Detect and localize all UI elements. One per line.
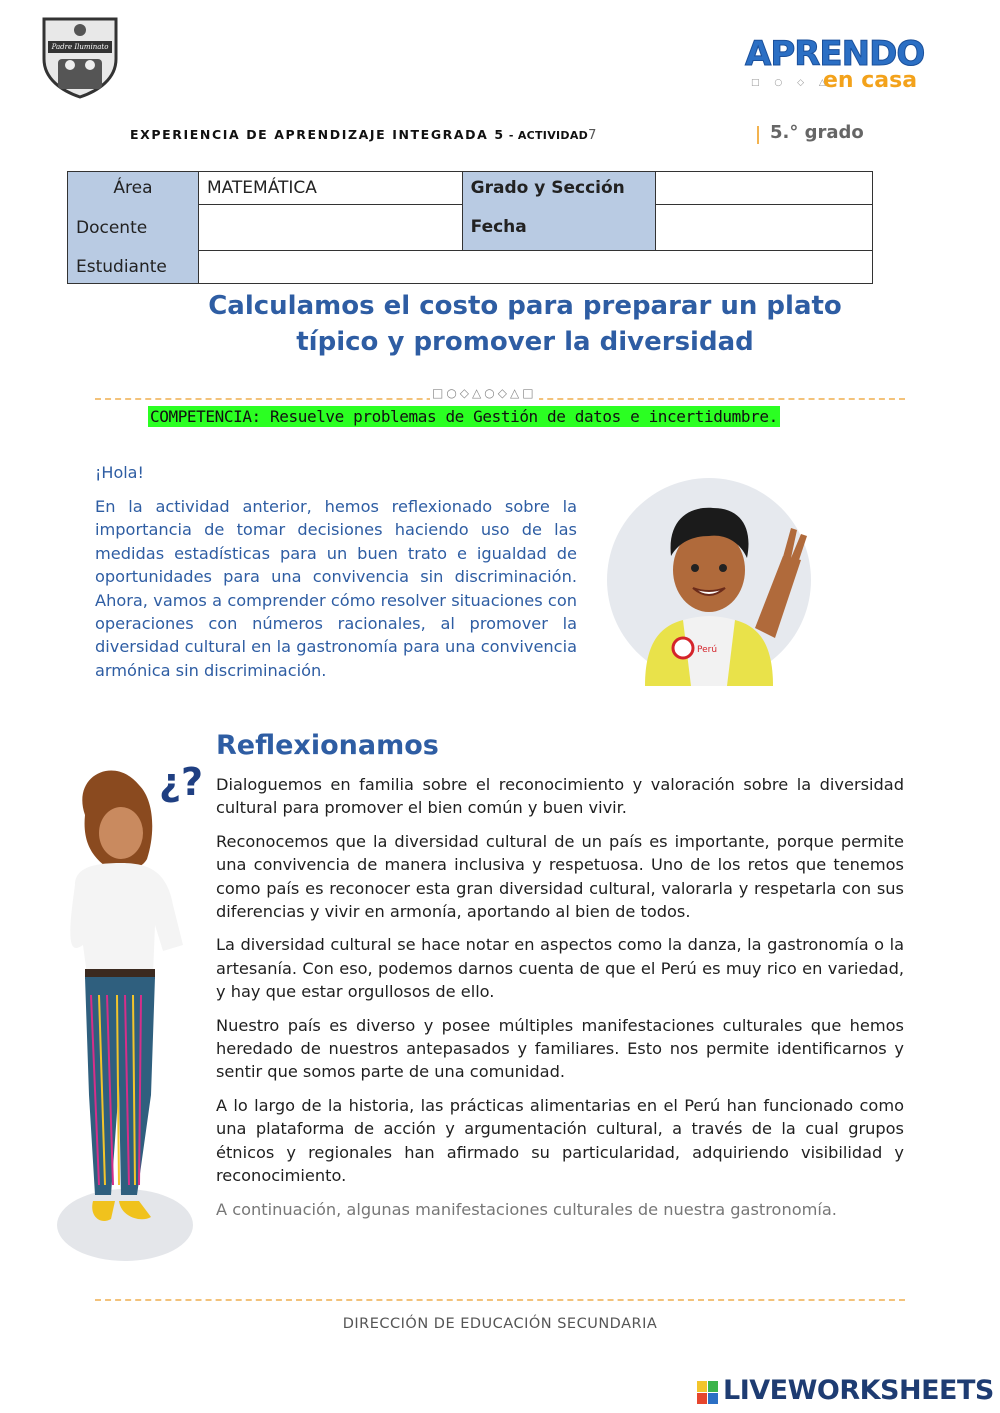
experience-heading <box>130 127 598 143</box>
experience-main: EXPERIENCIA DE APRENDIZAJE INTEGRADA 5 <box>130 127 505 142</box>
paragraph-1: Dialoguemos en familia sobre el reconocimiento y valoración sobre la diversidad cultural para promover el bien común y buen vivir. <box>216 775 904 818</box>
area-label: Área <box>68 172 199 205</box>
liveworksheets-text: LIVEWORKSHEETS <box>723 1375 994 1406</box>
paragraph-2: Reconocemos que la diversidad cultural de un país es importante, porque permite una convivencia de manera inclusiva y respetuosa. Uno de los retos que tenemos como país es reconocer esta gran diversidad cultural, valorarla y respetarla con sus diferencias y vivir en armonía, aportando al bien de todos. <box>216 831 904 922</box>
question-mark-icon: ¿? <box>159 760 204 804</box>
competencia-banner: COMPETENCIA: Resuelve problemas de Gestión de datos e incertidumbre. <box>150 407 778 426</box>
greeting: ¡Hola! <box>95 463 144 482</box>
paragraph-5: A lo largo de la historia, las prácticas alimentarias en el Perú han funcionado como una plataforma de acción y argumentación cultural, a través de la cual grupos étnicos y regionales han afirmado su particularidad, adquiriendo visibilidad y reconocimiento. <box>216 1095 904 1186</box>
estudiante-field[interactable] <box>198 251 872 284</box>
shirt-text: Perú <box>697 645 718 655</box>
page-title <box>100 288 950 360</box>
docente-label: Docente <box>68 205 199 251</box>
brand-shapes: □ ○ ◇ △ <box>751 78 832 88</box>
brand-main: APRENDO <box>745 34 925 74</box>
school-logo <box>40 15 120 99</box>
experience-activity: ACTIVIDAD <box>517 129 589 142</box>
boy-illustration <box>605 478 813 686</box>
grade-divider <box>757 126 759 144</box>
brand-sub: en casa <box>823 68 918 93</box>
table-row <box>68 172 873 205</box>
liveworksheets-badge-icon <box>697 1381 719 1405</box>
aprendo-en-casa-logo <box>745 34 935 98</box>
title-line-2: típico y promover la diversidad <box>296 327 754 357</box>
fecha-field[interactable] <box>656 205 873 251</box>
estudiante-label: Estudiante <box>68 251 199 284</box>
paragraph-3: La diversidad cultural se hace notar en aspectos como la danza, la gastronomía o la artesanía. Con eso, podemos darnos cuenta de que el Perú es muy rico en variedad, y hay que estar orgullosos de ello. <box>216 935 904 1002</box>
footer-text: DIRECCIÓN DE EDUCACIÓN SECUNDARIA <box>342 1316 658 1332</box>
docente-field[interactable] <box>198 205 462 251</box>
grado-label: Grado y Sección <box>462 172 656 205</box>
table-row <box>68 205 873 251</box>
school-logo-label: Padre Iluminato <box>51 43 109 51</box>
table-row <box>68 251 873 284</box>
girl-illustration <box>55 755 205 1265</box>
decor-shapes-text: □○◇△○◇△□ <box>432 386 537 400</box>
paragraph-4: Nuestro país es diverso y posee múltiples manifestaciones culturales que hemos heredado de nuestros antepasados y familiares. Esto nos permite identificarnos y sentir que somos parte de una comunidad. <box>216 1015 904 1082</box>
experience-separator: - <box>504 129 518 142</box>
reflexionamos-body <box>216 773 904 1231</box>
intro-paragraph: En la actividad anterior, hemos reflexionado sobre la importancia de tomar decisiones haciendo uso de las medidas estadísticas para un buen trato e igualdad de oportunidades para una convivencia sin discriminación. Ahora, vamos a comprender cómo resolver situaciones con operaciones con números racionales, al promover la diversidad cultural en la gastronomía para una convivencia armónica sin discriminación. <box>95 497 577 680</box>
paragraph-6: A continuación, algunas manifestaciones culturales de nuestra gastronomía. <box>216 1199 837 1219</box>
grade-label: 5.° grado <box>770 122 864 143</box>
reflexionamos-title: Reflexionamos <box>216 730 439 761</box>
area-value: MATEMÁTICA <box>198 172 462 205</box>
decor-shapes <box>430 386 539 400</box>
title-line-1: Calculamos el costo para preparar un plato <box>208 291 842 321</box>
experience-number: 7 <box>588 128 598 143</box>
fecha-label: Fecha <box>462 205 656 251</box>
grado-field[interactable] <box>656 172 873 205</box>
info-table <box>67 171 873 284</box>
divider-bottom <box>95 1299 905 1301</box>
